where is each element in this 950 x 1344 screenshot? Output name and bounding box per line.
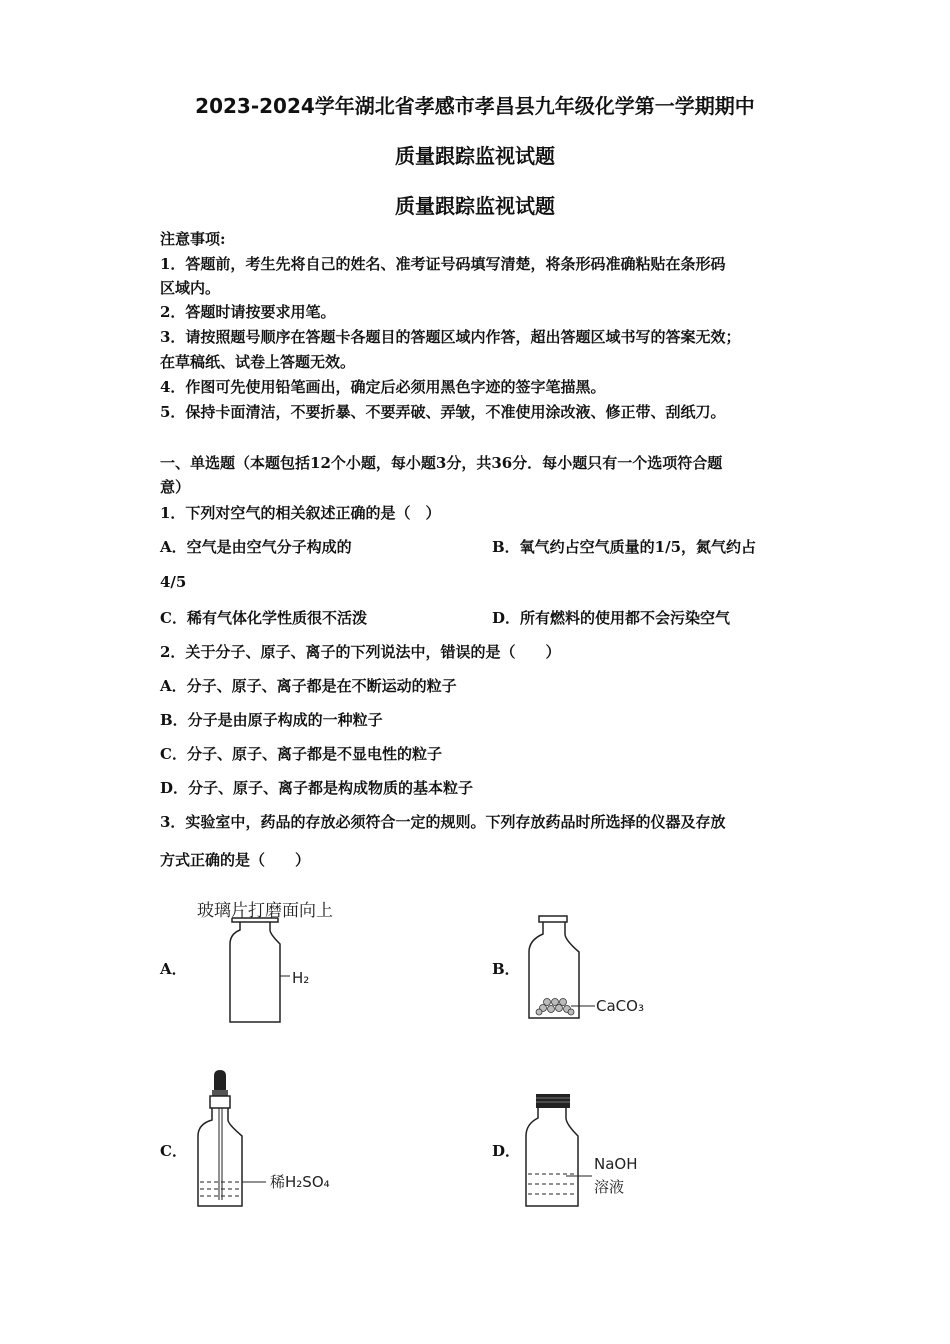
q1-option-c: C．稀有气体化学性质很不活泼: [160, 609, 367, 627]
page-title-line3: 质量跟踪监视试题: [395, 194, 555, 218]
section-heading-cont: 意）: [160, 478, 191, 496]
q3-option-d-letter: D．: [492, 1142, 521, 1160]
q3-stem-cont: 方式正确的是（ ）: [160, 851, 311, 869]
notice-item: 3．请按照题号顺序在答题卡各题目的答题区域内作答，超出答题区域书写的答案无效；: [160, 328, 741, 346]
q3-option-b-letter: B．: [492, 960, 520, 978]
notice-item: 区域内。: [160, 279, 221, 297]
q3-option-a-letter: A．: [160, 960, 187, 978]
notice-item: 1．答题前，考生先将自己的姓名、准考证号码填写清楚，将条形码准确粘贴在条形码: [160, 255, 726, 273]
section-heading: 一、单选题（本题包括12个小题，每小题3分，共36分．每小题只有一个选项符合题: [160, 454, 723, 472]
q3-figure-d-label: NaOH: [594, 1155, 638, 1173]
q2-option-a: A．分子、原子、离子都是在不断运动的粒子: [160, 677, 457, 695]
page-title-line1: 2023-2024学年湖北省孝感市孝昌县九年级化学第一学期期中: [195, 94, 755, 118]
notice-item: 2．答题时请按要求用笔。: [160, 303, 336, 321]
q2-option-c: C．分子、原子、离子都是不显电性的粒子: [160, 745, 442, 763]
page-title-line2: 质量跟踪监视试题: [395, 144, 555, 168]
q3-figure-c-label: 稀H₂SO₄: [270, 1173, 330, 1191]
q3-option-c-letter: C．: [160, 1142, 187, 1160]
q1-option-a: A．空气是由空气分子构成的: [160, 538, 352, 556]
notice-item: 在草稿纸、试卷上答题无效。: [160, 353, 356, 371]
notice-item: 5．保持卡面清洁，不要折暴、不要弄破、弄皱，不准使用涂改液、修正带、刮纸刀。: [160, 403, 726, 421]
q3-figure-b-label: CaCO₃: [596, 997, 644, 1015]
q3-figure-a-caption: 玻璃片打磨面向上: [197, 901, 333, 921]
q3-figure-a-label: H₂: [292, 969, 310, 987]
q1-option-b: B．氧气约占空气质量的1/5，氮气约占: [492, 538, 757, 556]
q3-stem: 3．实验室中，药品的存放必须符合一定的规则。下列存放药品时所选择的仪器及存放: [160, 813, 726, 831]
notice-item: 4．作图可先使用铅笔画出，确定后必须用黑色字迹的签字笔描黑。: [160, 378, 606, 396]
notice-heading: 注意事项:: [160, 230, 226, 248]
q2-stem: 2．关于分子、原子、离子的下列说法中，错误的是（ ）: [160, 643, 561, 661]
gas-bottle-figure: [220, 916, 330, 1026]
q2-option-b: B．分子是由原子构成的一种粒子: [160, 711, 383, 729]
q3-figure-d-label-cont: 溶液: [594, 1178, 625, 1196]
q1-option-d: D．所有燃料的使用都不会污染空气: [492, 609, 731, 627]
q1-stem: 1．下列对空气的相关叙述正确的是（ ）: [160, 504, 441, 522]
dropper-bottle-figure: [192, 1066, 272, 1211]
q1-option-b-cont: 4/5: [160, 573, 187, 591]
q2-option-d: D．分子、原子、离子都是构成物质的基本粒子: [160, 779, 474, 797]
